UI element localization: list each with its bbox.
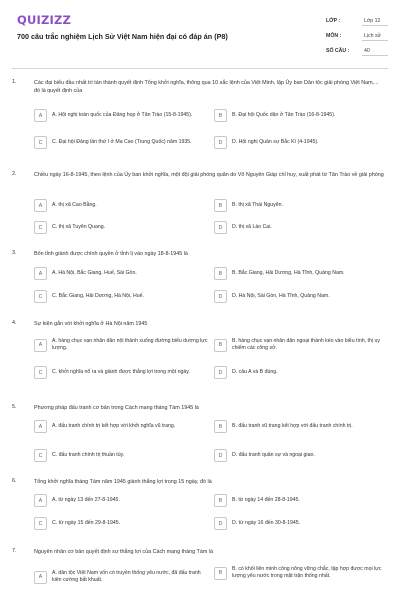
worksheet-header (0, 0, 400, 68)
header-divider (12, 68, 388, 69)
option-letter-box: B (214, 109, 227, 122)
option-a[interactable] (34, 420, 210, 433)
option-d[interactable] (214, 517, 390, 530)
meta-count (326, 44, 388, 58)
quizizz-logo: QUIZIZZ (17, 13, 72, 27)
option-text: D. Hà Nội, Sài Gòn, Hà Tĩnh, Quảng Nam. (232, 293, 330, 299)
question-number: 1. (12, 79, 17, 85)
option-letter-box: B (214, 267, 227, 280)
option-letter-box: C (34, 449, 47, 462)
option-c[interactable] (34, 221, 210, 234)
option-a[interactable] (34, 338, 210, 352)
meta-subject-label: MÔN : (326, 33, 342, 39)
question-text: Tổng khởi nghĩa tháng Tám năm 1945 giành thắng lợi trong 15 ngày, đó là (34, 479, 212, 485)
meta-count-label: SỐ CÂU : (326, 48, 350, 54)
option-letter-box: B (214, 339, 227, 352)
option-letter-box: B (214, 420, 227, 433)
meta-subject-value: Lịch sử (362, 31, 388, 41)
option-text: B. từ ngày 14 đến 28-8-1945. (232, 497, 300, 503)
option-letter-box: A (34, 420, 47, 433)
option-c[interactable] (34, 290, 210, 303)
option-text: C. Đại hội Đảng lần thứ I ở Ma Cao (Trung Quốc) năm 1935. (52, 139, 192, 145)
worksheet-title: 700 câu trắc nghiệm Lịch Sử Việt Nam hiện đại có đáp án (P8) (17, 32, 228, 41)
option-letter-box: C (34, 136, 47, 149)
meta-class (326, 14, 388, 28)
option-letter-box: D (214, 517, 227, 530)
option-text: A. hàng chục vạn nhân dân nội thành xuống đường biểu dương lực lượng. (52, 338, 208, 351)
option-b[interactable] (214, 109, 390, 122)
option-b[interactable] (214, 420, 390, 433)
option-c[interactable] (34, 136, 210, 149)
option-text: C. đấu tranh chính trị thuần túy. (52, 452, 125, 458)
option-text: A. thị xã Cao Bằng. (52, 202, 97, 208)
question-number: 6. (12, 478, 17, 484)
option-letter-box: D (214, 221, 227, 234)
question-number: 5. (12, 404, 17, 410)
meta-class-value: Lớp 12 (362, 16, 388, 26)
option-a[interactable] (34, 109, 210, 122)
option-letter-box: B (214, 567, 227, 580)
option-text: D. đấu tranh quân sự và ngoại giao. (232, 452, 315, 458)
option-text: B. đấu tranh vũ trang kết hợp với đấu tranh chính trị. (232, 423, 353, 429)
option-b[interactable] (214, 566, 390, 580)
option-c[interactable] (34, 449, 210, 462)
option-text: B. hàng chục vạn nhân dân ngoại thành kéo vào biểu tình, thị uy chiếm các công sở. (232, 338, 380, 351)
option-text: B. Bắc Giang, Hải Dương, Hà Tĩnh, Quảng Nam. (232, 270, 345, 276)
option-d[interactable] (214, 449, 390, 462)
option-text: D. từ ngày 16 đến 30-8-1945. (232, 520, 301, 526)
option-b[interactable] (214, 267, 390, 280)
option-text: B. Đại hội Quốc dân ở Tân Trào (16-8-1945). (232, 112, 336, 118)
option-text: D. câu A và B đúng. (232, 369, 278, 375)
option-text: C. thị xã Tuyên Quang. (52, 224, 106, 230)
option-text: A. từ ngày 13 đến 27-8-1945. (52, 497, 120, 503)
option-text: B. có khối liên minh công nông vững chắc, tập hợp được mọi lực lượng yêu nước trong mặt trận thống nhất. (232, 566, 382, 579)
question-text: Phương pháp đấu tranh cơ bản trong Cách mạng tháng Tám 1945 là (34, 405, 199, 411)
option-letter-box: B (214, 494, 227, 507)
question-number: 2. (12, 171, 17, 177)
option-text: D. Hội nghị Quân sự Bắc Kì (4-1945). (232, 139, 319, 145)
option-letter-box: D (214, 449, 227, 462)
option-letter-box: D (214, 136, 227, 149)
question-text: Các đại biểu đầu nhất trí tán thành quyết định Tổng khởi nghĩa, thông qua 10 sắc lệnh của Việt Minh, lập Ủy ban Dân tộc giải phóng Việt Nam,... đó là quyết định của (34, 80, 379, 94)
question-text: Nguyên nhân cơ bản quyết định sự thắng lợi của Cách mạng tháng Tám là (34, 549, 213, 555)
option-letter-box: C (34, 366, 47, 379)
option-b[interactable] (214, 199, 390, 212)
meta-subject (326, 29, 388, 43)
option-c[interactable] (34, 517, 210, 530)
meta-class-label: LỚP : (326, 18, 341, 24)
question-text: Chiều ngày 16-8-1945, theo lệnh của Ủy ban khởi nghĩa, một đội giải phóng quân do Võ Nguyên Giáp chỉ huy, xuất phát từ Tân Trào về giải phóng (34, 172, 384, 178)
option-text: D. thị xã Lào Cai. (232, 224, 272, 230)
option-letter-box: A (34, 571, 47, 584)
option-letter-box: B (214, 199, 227, 212)
option-text: A. đấu tranh chính trị kết hợp với khởi nghĩa vũ trang. (52, 423, 176, 429)
option-d[interactable] (214, 366, 390, 379)
option-a[interactable] (34, 267, 210, 280)
question-text: Bốn tỉnh giành được chính quyền ở tỉnh lị vào ngày 18-8-1945 là (34, 251, 188, 257)
option-letter-box: A (34, 109, 47, 122)
question-text: Sự kiện gắn với khởi nghĩa ở Hà Nội năm 1945 (34, 321, 148, 327)
option-d[interactable] (214, 221, 390, 234)
option-text: A. Hà Nội, Bắc Giang, Huế, Sài Gòn. (52, 270, 137, 276)
option-letter-box: C (34, 290, 47, 303)
option-letter-box: A (34, 339, 47, 352)
option-b[interactable] (214, 494, 390, 507)
option-a[interactable] (34, 570, 210, 584)
option-letter-box: A (34, 494, 47, 507)
option-d[interactable] (214, 136, 390, 149)
option-text: A. Hội nghị toàn quốc của Đảng họp ở Tân Trào (15-8-1945). (52, 112, 193, 118)
option-d[interactable] (214, 290, 390, 303)
option-text: C. khởi nghĩa nổ ra và giành được thắng lợi trong một ngày. (52, 369, 190, 375)
meta-count-value: 40 (362, 46, 388, 56)
option-letter-box: A (34, 199, 47, 212)
option-letter-box: C (34, 517, 47, 530)
option-text: A. dân tộc Việt Nam vốn có truyền thống yêu nước, đã đấu tranh kiên cường bất khuất. (52, 570, 201, 583)
question-number: 3. (12, 250, 17, 256)
option-letter-box: C (34, 221, 47, 234)
option-text: B. thị xã Thái Nguyên. (232, 202, 283, 208)
option-text: C. Bắc Giang, Hải Dương, Hà Nội, Huế. (52, 293, 144, 299)
option-a[interactable] (34, 199, 210, 212)
option-text: C. từ ngày 15 đến 29-8-1945. (52, 520, 121, 526)
option-letter-box: D (214, 366, 227, 379)
question-number: 7. (12, 548, 17, 554)
question-number: 4. (12, 320, 17, 326)
option-letter-box: A (34, 267, 47, 280)
option-c[interactable] (34, 366, 210, 379)
option-b[interactable] (214, 338, 390, 352)
option-a[interactable] (34, 494, 210, 507)
option-letter-box: D (214, 290, 227, 303)
